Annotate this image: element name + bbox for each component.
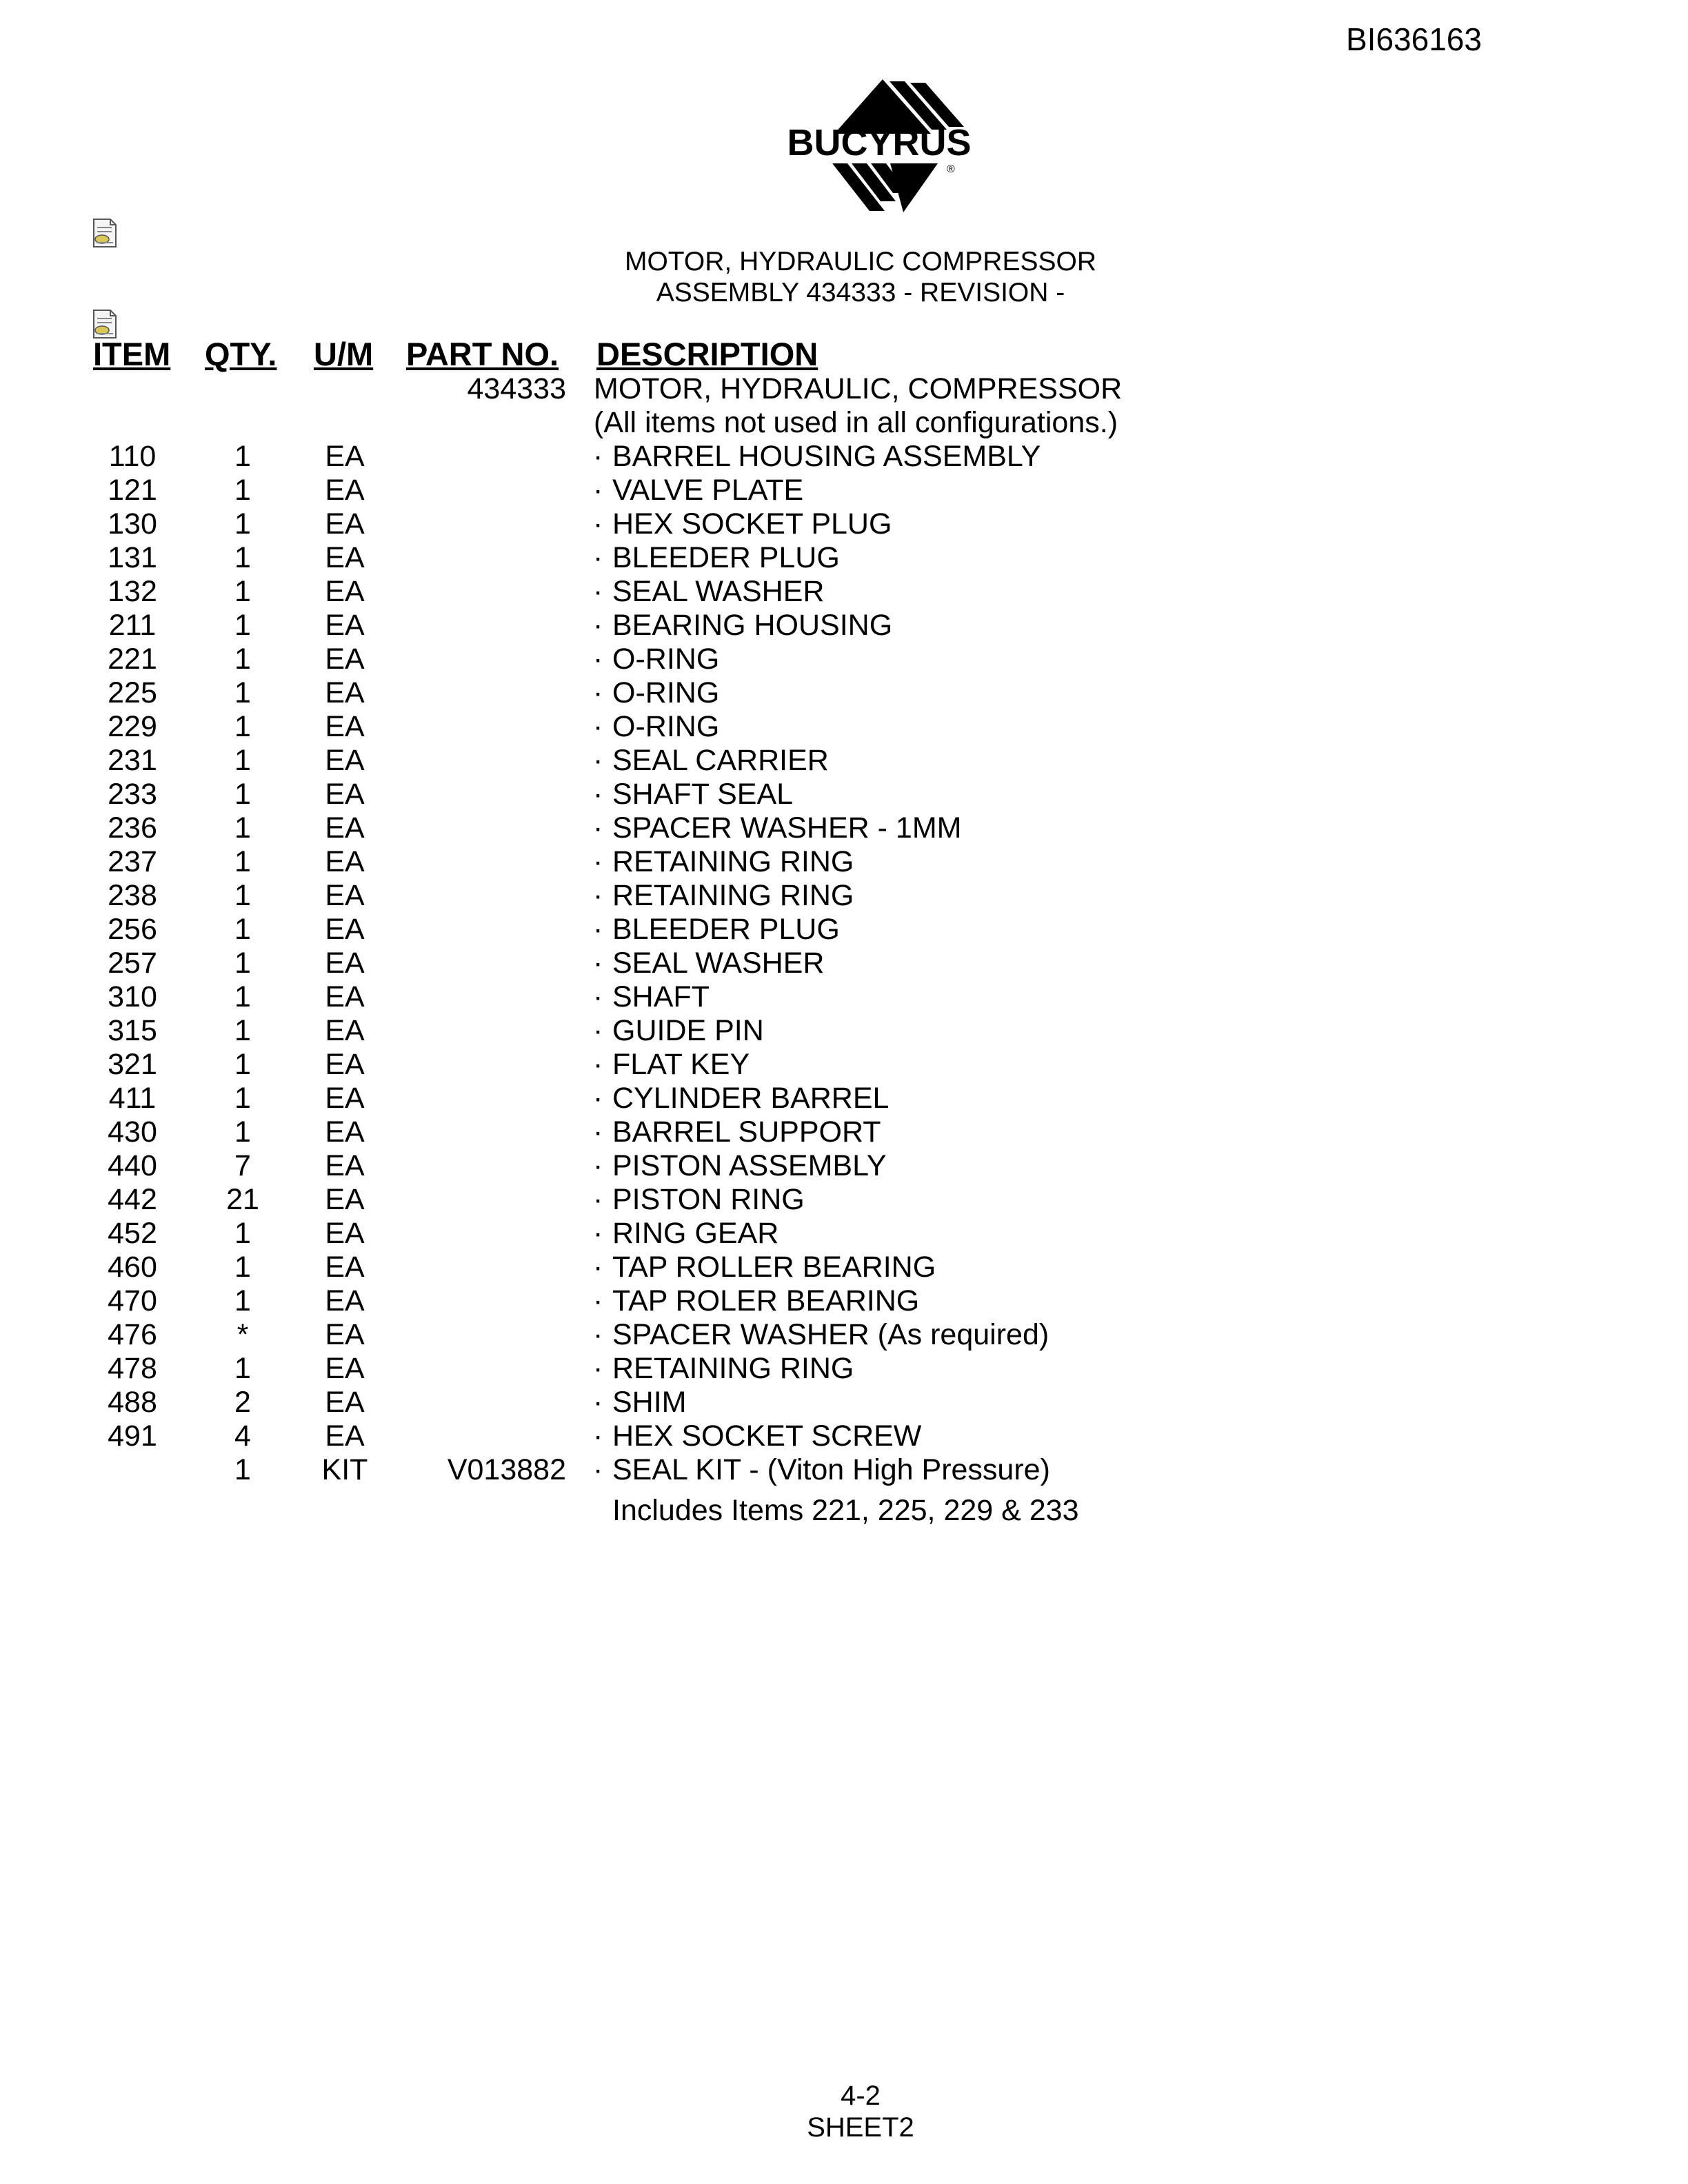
item-number: 131 <box>108 541 157 574</box>
table-row <box>0 575 1688 609</box>
indent-bullet: · <box>593 1386 603 1419</box>
table-row <box>0 913 1688 947</box>
table-row <box>0 744 1688 778</box>
part-description: RETAINING RING <box>612 879 854 912</box>
item-number: 130 <box>108 507 157 540</box>
quantity: 1 <box>234 1014 251 1047</box>
unit-of-measure: EA <box>325 1217 365 1250</box>
table-row <box>0 1048 1688 1082</box>
kit-note: Includes Items 221, 225, 229 & 233 <box>612 1494 1079 1527</box>
assembly-note: (All items not used in all configurations.) <box>594 406 1118 439</box>
table-row <box>0 1419 1688 1453</box>
quantity: 1 <box>234 947 251 980</box>
unit-of-measure: EA <box>325 879 365 912</box>
indent-bullet: · <box>593 710 603 743</box>
unit-of-measure: EA <box>325 1352 365 1385</box>
item-number: 488 <box>108 1386 157 1419</box>
part-description: CYLINDER BARREL <box>612 1082 890 1115</box>
item-number: 440 <box>108 1149 157 1182</box>
quantity: 1 <box>234 980 251 1013</box>
part-description: HEX SOCKET PLUG <box>612 507 892 540</box>
indent-bullet: · <box>593 1014 603 1047</box>
quantity: 1 <box>234 913 251 946</box>
logo-registered-mark: ® <box>947 163 955 175</box>
item-number: 491 <box>108 1419 157 1453</box>
item-number: 476 <box>108 1318 157 1351</box>
part-description: GUIDE PIN <box>612 1014 764 1047</box>
item-number: 229 <box>108 710 157 743</box>
assembly-note-row <box>0 406 1688 440</box>
indent-bullet: · <box>593 1115 603 1149</box>
unit-of-measure: EA <box>325 676 365 709</box>
part-description: SHAFT SEAL <box>612 778 794 811</box>
indent-bullet: · <box>593 1352 603 1385</box>
part-description: BLEEDER PLUG <box>612 541 840 574</box>
part-description: RETAINING RING <box>612 1352 854 1385</box>
item-number: 110 <box>108 440 157 473</box>
part-description: BARREL SUPPORT <box>612 1115 881 1149</box>
indent-bullet: · <box>593 575 603 608</box>
part-description: PISTON RING <box>612 1183 805 1216</box>
unit-of-measure: EA <box>325 1284 365 1317</box>
unit-of-measure: EA <box>325 947 365 980</box>
bucyrus-logo <box>762 76 996 217</box>
part-description: TAP ROLLER BEARING <box>612 1251 936 1284</box>
table-row <box>0 1352 1688 1386</box>
part-description: SEAL CARRIER <box>612 744 829 777</box>
part-description: RING GEAR <box>612 1217 779 1250</box>
quantity: 1 <box>234 1048 251 1081</box>
column-header-item: ITEM <box>93 336 171 372</box>
column-header-um: U/M <box>314 336 374 372</box>
unit-of-measure: KIT <box>321 1453 368 1486</box>
quantity: 7 <box>234 1149 251 1182</box>
column-header-part-no: PART NO. <box>406 336 559 372</box>
document-id: BI636163 <box>1346 21 1482 57</box>
column-header-qty: QTY. <box>205 336 277 372</box>
item-number: 411 <box>108 1082 157 1115</box>
table-row <box>0 1115 1688 1149</box>
document-title: MOTOR, HYDRAULIC COMPRESSOR <box>624 247 1097 276</box>
unit-of-measure: EA <box>325 1048 365 1081</box>
part-description: SHIM <box>612 1386 687 1419</box>
table-row <box>0 643 1688 676</box>
document-subtitle: ASSEMBLY 434333 - REVISION - <box>656 278 1065 307</box>
quantity: * <box>237 1318 249 1351</box>
part-description: BLEEDER PLUG <box>612 913 840 946</box>
item-number: 236 <box>108 811 157 845</box>
table-row <box>0 778 1688 811</box>
part-description: TAP ROLER BEARING <box>612 1284 920 1317</box>
quantity: 1 <box>234 811 251 845</box>
indent-bullet: · <box>593 879 603 912</box>
item-number: 321 <box>108 1048 157 1081</box>
item-number: 442 <box>108 1183 157 1216</box>
indent-bullet: · <box>593 913 603 946</box>
part-description: FLAT KEY <box>612 1048 750 1081</box>
table-row <box>0 879 1688 913</box>
table-row <box>0 1183 1688 1217</box>
part-description: PISTON ASSEMBLY <box>612 1149 887 1182</box>
quantity: 1 <box>234 1453 251 1486</box>
quantity: 1 <box>234 609 251 642</box>
quantity: 1 <box>234 1352 251 1385</box>
indent-bullet: · <box>593 1048 603 1081</box>
document-link-icon[interactable] <box>91 218 119 248</box>
table-row <box>0 1284 1688 1318</box>
indent-bullet: · <box>593 811 603 845</box>
table-row <box>0 1453 1688 1487</box>
part-description: RETAINING RING <box>612 845 854 878</box>
quantity: 4 <box>234 1419 251 1453</box>
indent-bullet: · <box>593 474 603 507</box>
part-description: SEAL WASHER <box>612 575 825 608</box>
unit-of-measure: EA <box>325 1014 365 1047</box>
item-number: 310 <box>108 980 157 1013</box>
unit-of-measure: EA <box>325 1082 365 1115</box>
unit-of-measure: EA <box>325 474 365 507</box>
column-header-description: DESCRIPTION <box>596 336 818 372</box>
unit-of-measure: EA <box>325 1115 365 1149</box>
unit-of-measure: EA <box>325 778 365 811</box>
unit-of-measure: EA <box>325 913 365 946</box>
part-description: O-RING <box>612 710 720 743</box>
unit-of-measure: EA <box>325 507 365 540</box>
part-description: SPACER WASHER (As required) <box>612 1318 1049 1351</box>
unit-of-measure: EA <box>325 609 365 642</box>
part-description: O-RING <box>612 676 720 709</box>
quantity: 1 <box>234 1082 251 1115</box>
indent-bullet: · <box>593 1149 603 1182</box>
unit-of-measure: EA <box>325 744 365 777</box>
quantity: 1 <box>234 575 251 608</box>
unit-of-measure: EA <box>325 643 365 676</box>
indent-bullet: · <box>593 778 603 811</box>
part-description: BEARING HOUSING <box>612 609 893 642</box>
item-number: 478 <box>108 1352 157 1385</box>
table-row <box>0 811 1688 845</box>
item-number: 238 <box>108 879 157 912</box>
unit-of-measure: EA <box>325 1183 365 1216</box>
unit-of-measure: EA <box>325 541 365 574</box>
item-number: 225 <box>108 676 157 709</box>
indent-bullet: · <box>593 1318 603 1351</box>
item-number: 132 <box>108 575 157 608</box>
indent-bullet: · <box>593 609 603 642</box>
indent-bullet: · <box>593 1183 603 1216</box>
table-row <box>0 1014 1688 1048</box>
page-number: 4-2 <box>841 2081 881 2111</box>
quantity: 21 <box>226 1183 259 1216</box>
indent-bullet: · <box>593 1082 603 1115</box>
quantity: 1 <box>234 643 251 676</box>
part-description: HEX SOCKET SCREW <box>612 1419 922 1453</box>
table-row <box>0 1318 1688 1352</box>
sheet-label: SHEET2 <box>807 2112 914 2143</box>
table-row <box>0 541 1688 575</box>
table-row <box>0 1217 1688 1251</box>
item-number: 452 <box>108 1217 157 1250</box>
table-row <box>0 1082 1688 1115</box>
item-number: 256 <box>108 913 157 946</box>
indent-bullet: · <box>593 440 603 473</box>
part-description: SPACER WASHER - 1MM <box>612 811 962 845</box>
quantity: 2 <box>234 1386 251 1419</box>
quantity: 1 <box>234 778 251 811</box>
assembly-row <box>0 372 1688 406</box>
part-description: O-RING <box>612 643 720 676</box>
quantity: 1 <box>234 1251 251 1284</box>
unit-of-measure: EA <box>325 980 365 1013</box>
unit-of-measure: EA <box>325 1149 365 1182</box>
item-number: 257 <box>108 947 157 980</box>
item-number: 211 <box>108 609 157 642</box>
item-number: 430 <box>108 1115 157 1149</box>
table-row <box>0 845 1688 879</box>
table-row <box>0 474 1688 507</box>
quantity: 1 <box>234 744 251 777</box>
table-row <box>0 609 1688 643</box>
part-description: SEAL KIT - (Viton High Pressure) <box>612 1453 1050 1486</box>
item-number: 460 <box>108 1251 157 1284</box>
quantity: 1 <box>234 1284 251 1317</box>
table-row <box>0 710 1688 744</box>
table-row <box>0 980 1688 1014</box>
indent-bullet: · <box>593 1251 603 1284</box>
indent-bullet: · <box>593 1217 603 1250</box>
indent-bullet: · <box>593 980 603 1013</box>
table-row <box>0 947 1688 980</box>
item-number: 470 <box>108 1284 157 1317</box>
unit-of-measure: EA <box>325 1386 365 1419</box>
table-row <box>0 507 1688 541</box>
item-number: 237 <box>108 845 157 878</box>
unit-of-measure: EA <box>325 1419 365 1453</box>
part-description: BARREL HOUSING ASSEMBLY <box>612 440 1041 473</box>
indent-bullet: · <box>593 744 603 777</box>
unit-of-measure: EA <box>325 440 365 473</box>
logo-bottom-stripe-4 <box>890 163 938 212</box>
quantity: 1 <box>234 541 251 574</box>
indent-bullet: · <box>593 845 603 878</box>
indent-bullet: · <box>593 1453 603 1486</box>
table-row <box>0 1386 1688 1419</box>
indent-bullet: · <box>593 643 603 676</box>
part-description: VALVE PLATE <box>612 474 804 507</box>
part-description: SEAL WASHER <box>612 947 825 980</box>
unit-of-measure: EA <box>325 845 365 878</box>
item-number: 233 <box>108 778 157 811</box>
assembly-description: MOTOR, HYDRAULIC, COMPRESSOR <box>594 372 1123 405</box>
indent-bullet: · <box>593 541 603 574</box>
unit-of-measure: EA <box>325 710 365 743</box>
item-number: 315 <box>108 1014 157 1047</box>
item-number: 231 <box>108 744 157 777</box>
quantity: 1 <box>234 676 251 709</box>
table-row <box>0 440 1688 474</box>
unit-of-measure: EA <box>325 1251 365 1284</box>
unit-of-measure: EA <box>325 811 365 845</box>
table-row <box>0 1251 1688 1284</box>
quantity: 1 <box>234 507 251 540</box>
logo-wordmark: BUCYRUS <box>787 122 972 163</box>
part-description: SHAFT <box>612 980 710 1013</box>
quantity: 1 <box>234 879 251 912</box>
part-number: V013882 <box>447 1453 566 1486</box>
quantity: 1 <box>234 710 251 743</box>
indent-bullet: · <box>593 1284 603 1317</box>
quantity: 1 <box>234 845 251 878</box>
kit-note-row <box>0 1494 1688 1528</box>
quantity: 1 <box>234 1115 251 1149</box>
table-row <box>0 1149 1688 1183</box>
assembly-part-no: 434333 <box>467 372 566 405</box>
table-row <box>0 676 1688 710</box>
quantity: 1 <box>234 1217 251 1250</box>
quantity: 1 <box>234 440 251 473</box>
indent-bullet: · <box>593 676 603 709</box>
unit-of-measure: EA <box>325 1318 365 1351</box>
item-number: 221 <box>108 643 157 676</box>
indent-bullet: · <box>593 947 603 980</box>
quantity: 1 <box>234 474 251 507</box>
unit-of-measure: EA <box>325 575 365 608</box>
indent-bullet: · <box>593 1419 603 1453</box>
item-number: 121 <box>108 474 157 507</box>
indent-bullet: · <box>593 507 603 540</box>
